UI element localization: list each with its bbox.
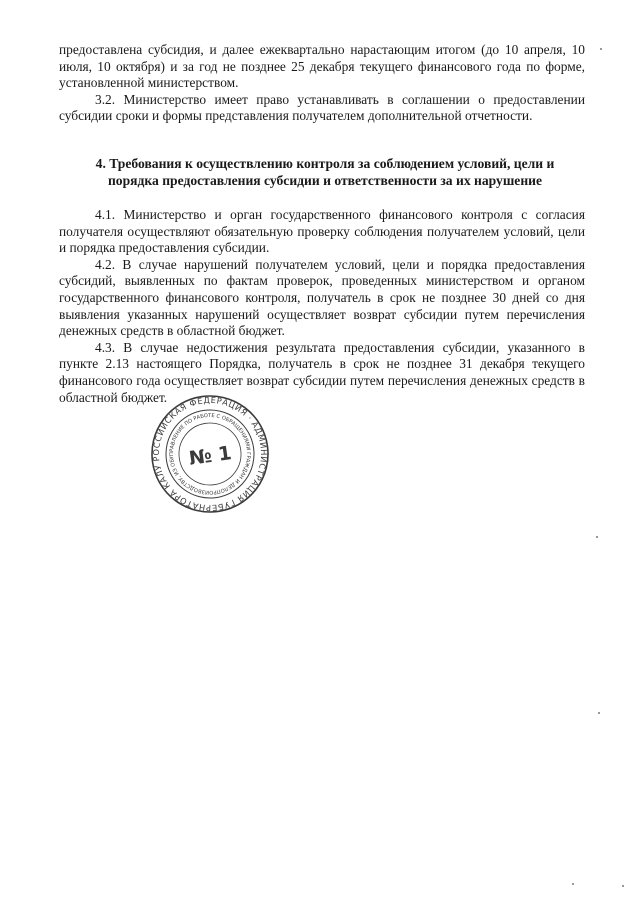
section-4-heading: 4. Требования к осуществлению контроля за соблюдением условий, цели и порядка предоставления субсидии и ответственности за их нарушение [95, 156, 555, 188]
scan-speck [600, 48, 602, 50]
seal-inner-text: УПРАВЛЕНИЕ ПО РАБОТЕ С ОБРАЩЕНИЯМИ ГРАЖДАН И ДЕЛОПРОИЗВОДСТВУ, ИЗ ОБЪЕДИНЕНИЙ [168, 412, 252, 496]
official-seal-stamp [148, 380, 273, 528]
scan-speck [598, 712, 600, 714]
scan-speck [622, 885, 624, 887]
seal-outer-text: РОССИЙСКАЯ ФЕДЕРАЦИЯ · АДМИНИСТРАЦИЯ ГУБЕРНАТОРА КАЛУЖСКОЙ [150, 394, 270, 514]
paragraph-continuation: предоставлена субсидия, и далее ежеквартально нарастающим итогом (до 10 апреля, 10 июля, 10 октября) и за год не позднее 25 декабря текущего финансового года по форме, установленной министерством. [59, 42, 585, 91]
paragraph-4-2: 4.2. В случае нарушений получателем условий, цели и порядка предоставления субсидий, выявленных по фактам проверок, проведенных министерством и органом государственного финансового контроля, получатель в срок не позднее 30 дней со дня выявления указанных нарушений осуществляет возврат субсидии путем перечисления денежных средств в областной бюджет. [59, 256, 585, 339]
paragraph-4-1: 4.1. Министерство и орган государственного финансового контроля с согласия получателя осуществляют обязательную проверку соблюдения получателем условий, цели и порядка предоставления субсидии. [59, 207, 585, 256]
scan-speck [596, 536, 598, 538]
paragraph-3-2: 3.2. Министерство имеет право устанавливать в соглашении о предоставлении субсидии сроки и формы представления получателем дополнительной отчетности. [59, 91, 585, 124]
paragraph-4-3: 4.3. В случае недостижения результата предоставления субсидии, указанного в пункте 2.13 настоящего Порядка, получатель в срок не позднее 31 декабря текущего финансового года осуществляет возврат субсидии путем перечисления денежных средств в областной бюджет. [59, 339, 585, 405]
seal-number: № 1 [187, 442, 233, 470]
section-4-body [59, 207, 585, 406]
scan-speck [572, 883, 574, 885]
top-text-block [59, 42, 585, 125]
